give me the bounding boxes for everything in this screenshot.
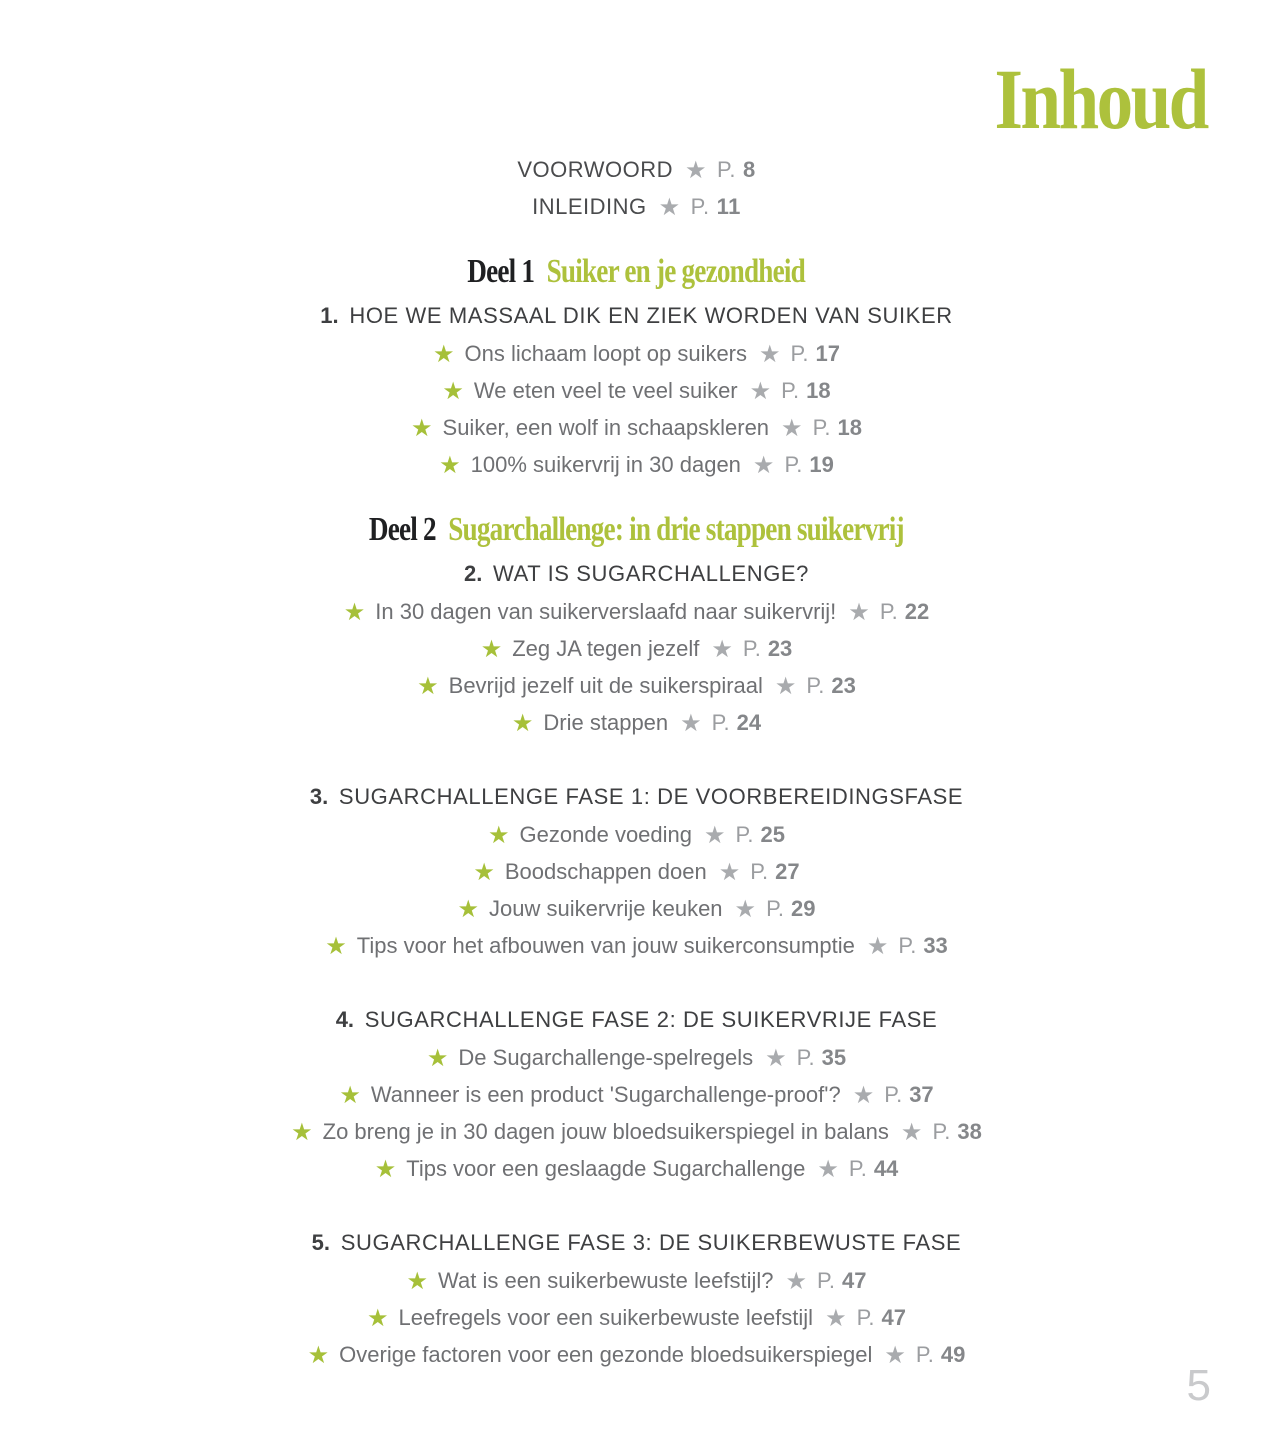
chapter-title: SUGARCHALLENGE FASE 1: DE VOORBEREIDINGSFASE xyxy=(332,784,964,809)
toc-entry[interactable] xyxy=(0,928,1273,965)
page-ref-number: 11 xyxy=(716,194,741,219)
toc-chapter xyxy=(0,296,1273,484)
chapter-title: SUGARCHALLENGE FASE 2: DE SUIKERVRIJE FASE xyxy=(358,1007,938,1032)
page-ref-number: 27 xyxy=(775,859,800,884)
chapter-list xyxy=(0,296,1273,484)
star-icon: ★ xyxy=(680,710,702,737)
page-ref-prefix: P. xyxy=(898,933,917,958)
star-icon: ★ xyxy=(848,599,870,626)
star-icon: ★ xyxy=(752,452,775,479)
star-icon: ★ xyxy=(785,1268,808,1295)
page-ref-number: 25 xyxy=(760,822,785,847)
part-title: Suiker en je gezondheid xyxy=(540,253,806,290)
star-icon: ★ xyxy=(774,673,797,700)
chapter-title: WAT IS SUGARCHALLENGE? xyxy=(486,561,810,586)
star-bullet-icon: ★ xyxy=(406,1268,429,1295)
page-ref-number: 44 xyxy=(873,1156,899,1181)
toc-entry-label: Tips voor een geslaagde Sugarchallenge xyxy=(406,1156,806,1181)
page-ref-prefix: P. xyxy=(848,1156,867,1181)
page-ref-prefix: P. xyxy=(690,194,710,219)
star-bullet-icon: ★ xyxy=(307,1342,330,1369)
chapter-number: 3. xyxy=(309,784,329,809)
entry-list xyxy=(0,1263,1273,1374)
star-icon: ★ xyxy=(866,933,889,960)
page-ref-number: 24 xyxy=(736,710,762,735)
page-ref-prefix: P. xyxy=(781,378,800,403)
page-ref-prefix: P. xyxy=(812,415,831,440)
star-icon: ★ xyxy=(817,1156,839,1183)
star-bullet-icon: ★ xyxy=(417,673,439,700)
toc-chapter xyxy=(0,777,1273,965)
toc-entry-label: INLEIDING xyxy=(532,194,647,219)
star-icon: ★ xyxy=(718,859,741,886)
toc-chapter xyxy=(0,554,1273,742)
entry-list xyxy=(0,817,1273,965)
toc-chapter xyxy=(0,1000,1273,1188)
toc-entry[interactable] xyxy=(0,1151,1273,1188)
page-ref-prefix: P. xyxy=(742,636,761,661)
toc-entry-label: Wanneer is een product 'Sugarchallenge-proof'? xyxy=(370,1082,841,1107)
chapter-heading[interactable] xyxy=(0,1000,1273,1040)
chapter-title: SUGARCHALLENGE FASE 3: DE SUIKERBEWUSTE FASE xyxy=(334,1230,962,1255)
toc-entry[interactable] xyxy=(0,152,1273,189)
page-ref-number: 19 xyxy=(809,452,834,477)
toc-entry[interactable] xyxy=(0,1040,1273,1077)
part-label: Deel 2 xyxy=(369,511,437,548)
star-icon: ★ xyxy=(684,157,707,184)
page-ref-prefix: P. xyxy=(796,1045,815,1070)
chapter-heading[interactable] xyxy=(0,777,1273,817)
toc-entry[interactable] xyxy=(0,1263,1273,1300)
page-ref-prefix: P. xyxy=(766,896,785,921)
toc-entry[interactable] xyxy=(0,668,1273,705)
entry-list xyxy=(0,1040,1273,1188)
star-icon: ★ xyxy=(884,1342,906,1369)
toc-entry-label: Gezonde voeding xyxy=(519,822,693,847)
star-bullet-icon: ★ xyxy=(411,415,433,442)
page-ref-prefix: P. xyxy=(784,452,803,477)
toc-entry[interactable] xyxy=(0,854,1273,891)
toc-entry[interactable] xyxy=(0,1114,1273,1151)
toc-entry[interactable] xyxy=(0,373,1273,410)
toc-chapter xyxy=(0,1223,1273,1374)
chapter-heading[interactable] xyxy=(0,554,1273,594)
toc-entry-label: Bevrijd jezelf uit de suikerspiraal xyxy=(448,673,763,698)
toc-entry[interactable] xyxy=(0,1077,1273,1114)
toc-entry-label: In 30 dagen van suikerverslaafd naar suikervrij! xyxy=(375,599,837,624)
toc-entry-label: Suiker, een wolf in schaapskleren xyxy=(442,415,770,440)
page-title: Inhoud xyxy=(994,51,1207,147)
star-bullet-icon: ★ xyxy=(473,859,495,886)
star-bullet-icon: ★ xyxy=(374,1156,397,1183)
chapter-number: 2. xyxy=(463,561,483,586)
chapter-title: HOE WE MASSAAL DIK EN ZIEK WORDEN VAN SUIKER xyxy=(342,303,953,328)
toc-entry-label: De Sugarchallenge-spelregels xyxy=(458,1045,754,1070)
toc-entry[interactable] xyxy=(0,631,1273,668)
star-bullet-icon: ★ xyxy=(439,452,461,479)
chapter-number: 5. xyxy=(311,1230,331,1255)
page-ref-prefix: P. xyxy=(915,1342,934,1367)
star-icon: ★ xyxy=(825,1305,847,1332)
page-ref-number: 18 xyxy=(806,378,831,403)
star-bullet-icon: ★ xyxy=(426,1045,449,1072)
toc-entry-label: Drie stappen xyxy=(543,710,669,735)
toc-entry-label: Ons lichaam loopt op suikers xyxy=(464,341,748,366)
part-label: Deel 1 xyxy=(467,253,535,290)
toc-entry-label: 100% suikervrij in 30 dagen xyxy=(470,452,741,477)
entry-list xyxy=(0,594,1273,742)
star-icon: ★ xyxy=(781,415,803,442)
page-ref-number: 22 xyxy=(904,599,930,624)
star-bullet-icon: ★ xyxy=(339,1082,361,1109)
chapter-heading[interactable] xyxy=(0,1223,1273,1263)
star-bullet-icon: ★ xyxy=(480,636,503,663)
toc-entry-label: Overige factoren voor een gezonde bloedsuikerspiegel xyxy=(339,1342,873,1367)
star-icon: ★ xyxy=(749,378,772,405)
part-heading xyxy=(0,248,1273,296)
front-matter-list xyxy=(0,152,1273,226)
page-ref-number: 29 xyxy=(791,896,816,921)
star-bullet-icon: ★ xyxy=(325,933,347,960)
toc-entry[interactable] xyxy=(0,817,1273,854)
star-icon: ★ xyxy=(658,194,681,221)
part-heading xyxy=(0,506,1273,554)
star-icon: ★ xyxy=(711,636,733,663)
toc-entry-label: Jouw suikervrije keuken xyxy=(489,896,723,921)
star-icon: ★ xyxy=(900,1119,923,1146)
page-ref-number: 49 xyxy=(940,1342,966,1367)
page-ref-prefix: P. xyxy=(817,1268,835,1293)
page-ref-prefix: P. xyxy=(735,822,754,847)
chapter-heading[interactable] xyxy=(0,296,1273,336)
toc-entry[interactable] xyxy=(0,189,1273,226)
star-bullet-icon: ★ xyxy=(457,896,479,923)
chapter-number: 1. xyxy=(320,303,339,328)
toc-entry-label: Leefregels voor een suikerbewuste leefstijl xyxy=(398,1305,814,1330)
page-ref-number: 17 xyxy=(815,341,840,366)
toc-entry[interactable] xyxy=(0,1300,1273,1337)
page-ref-number: 35 xyxy=(821,1045,847,1070)
star-bullet-icon: ★ xyxy=(291,1119,313,1146)
page-ref-number: 8 xyxy=(742,157,756,182)
toc-entry-label: Boodschappen doen xyxy=(504,859,707,884)
toc-entry-label: We eten veel te veel suiker xyxy=(473,378,738,403)
parts-list xyxy=(0,248,1273,1374)
star-icon: ★ xyxy=(704,822,726,849)
chapter-list xyxy=(0,554,1273,1374)
part-title: Sugarchallenge: in drie stappen suikervrij xyxy=(442,511,904,548)
page-ref-number: 47 xyxy=(881,1305,907,1330)
star-icon: ★ xyxy=(765,1045,787,1072)
page-ref-number: 33 xyxy=(923,933,948,958)
toc-entry[interactable] xyxy=(0,891,1273,928)
toc-entry[interactable] xyxy=(0,705,1273,742)
entry-list xyxy=(0,336,1273,484)
page-ref-prefix: P. xyxy=(884,1082,903,1107)
toc-entry-label: Wat is een suikerbewuste leefstijl? xyxy=(438,1268,774,1293)
toc-part xyxy=(0,506,1273,1374)
page-ref-number: 47 xyxy=(841,1268,867,1293)
star-icon: ★ xyxy=(852,1082,875,1109)
folio-page-number: 5 xyxy=(1186,1361,1211,1410)
page-ref-prefix: P. xyxy=(932,1119,951,1144)
star-bullet-icon: ★ xyxy=(511,710,534,737)
toc-entry-label: VOORWOORD xyxy=(517,157,673,182)
page-ref-number: 37 xyxy=(909,1082,934,1107)
toc-entry[interactable] xyxy=(0,594,1273,631)
page-ref-prefix: P. xyxy=(750,859,769,884)
toc-entry[interactable] xyxy=(0,410,1273,447)
star-bullet-icon: ★ xyxy=(433,341,455,368)
toc-entry-label: Zeg JA tegen jezelf xyxy=(512,636,700,661)
toc-entry-label: Zo breng je in 30 dagen jouw bloedsuikerspiegel in balans xyxy=(322,1119,889,1144)
star-icon: ★ xyxy=(759,341,781,368)
toc-entry[interactable] xyxy=(0,1337,1273,1374)
page-ref-prefix: P. xyxy=(806,673,825,698)
page-ref-prefix: P. xyxy=(879,599,898,624)
star-bullet-icon: ★ xyxy=(488,822,510,849)
star-bullet-icon: ★ xyxy=(442,378,464,405)
chapter-number: 4. xyxy=(335,1007,355,1032)
star-icon: ★ xyxy=(734,896,757,923)
page-ref-number: 23 xyxy=(767,636,793,661)
toc-part xyxy=(0,248,1273,484)
toc-entry[interactable] xyxy=(0,447,1273,484)
page-ref-prefix: P. xyxy=(856,1305,875,1330)
page-ref-number: 23 xyxy=(831,673,856,698)
toc-entry[interactable] xyxy=(0,336,1273,373)
toc-entry-label: Tips voor het afbouwen van jouw suikerconsumptie xyxy=(356,933,855,958)
page-ref-prefix: P. xyxy=(711,710,730,735)
page-ref-prefix: P. xyxy=(790,341,809,366)
star-bullet-icon: ★ xyxy=(366,1305,389,1332)
page-ref-number: 38 xyxy=(957,1119,982,1144)
page-ref-prefix: P. xyxy=(716,157,736,182)
star-bullet-icon: ★ xyxy=(343,599,366,626)
page-ref-number: 18 xyxy=(837,415,862,440)
